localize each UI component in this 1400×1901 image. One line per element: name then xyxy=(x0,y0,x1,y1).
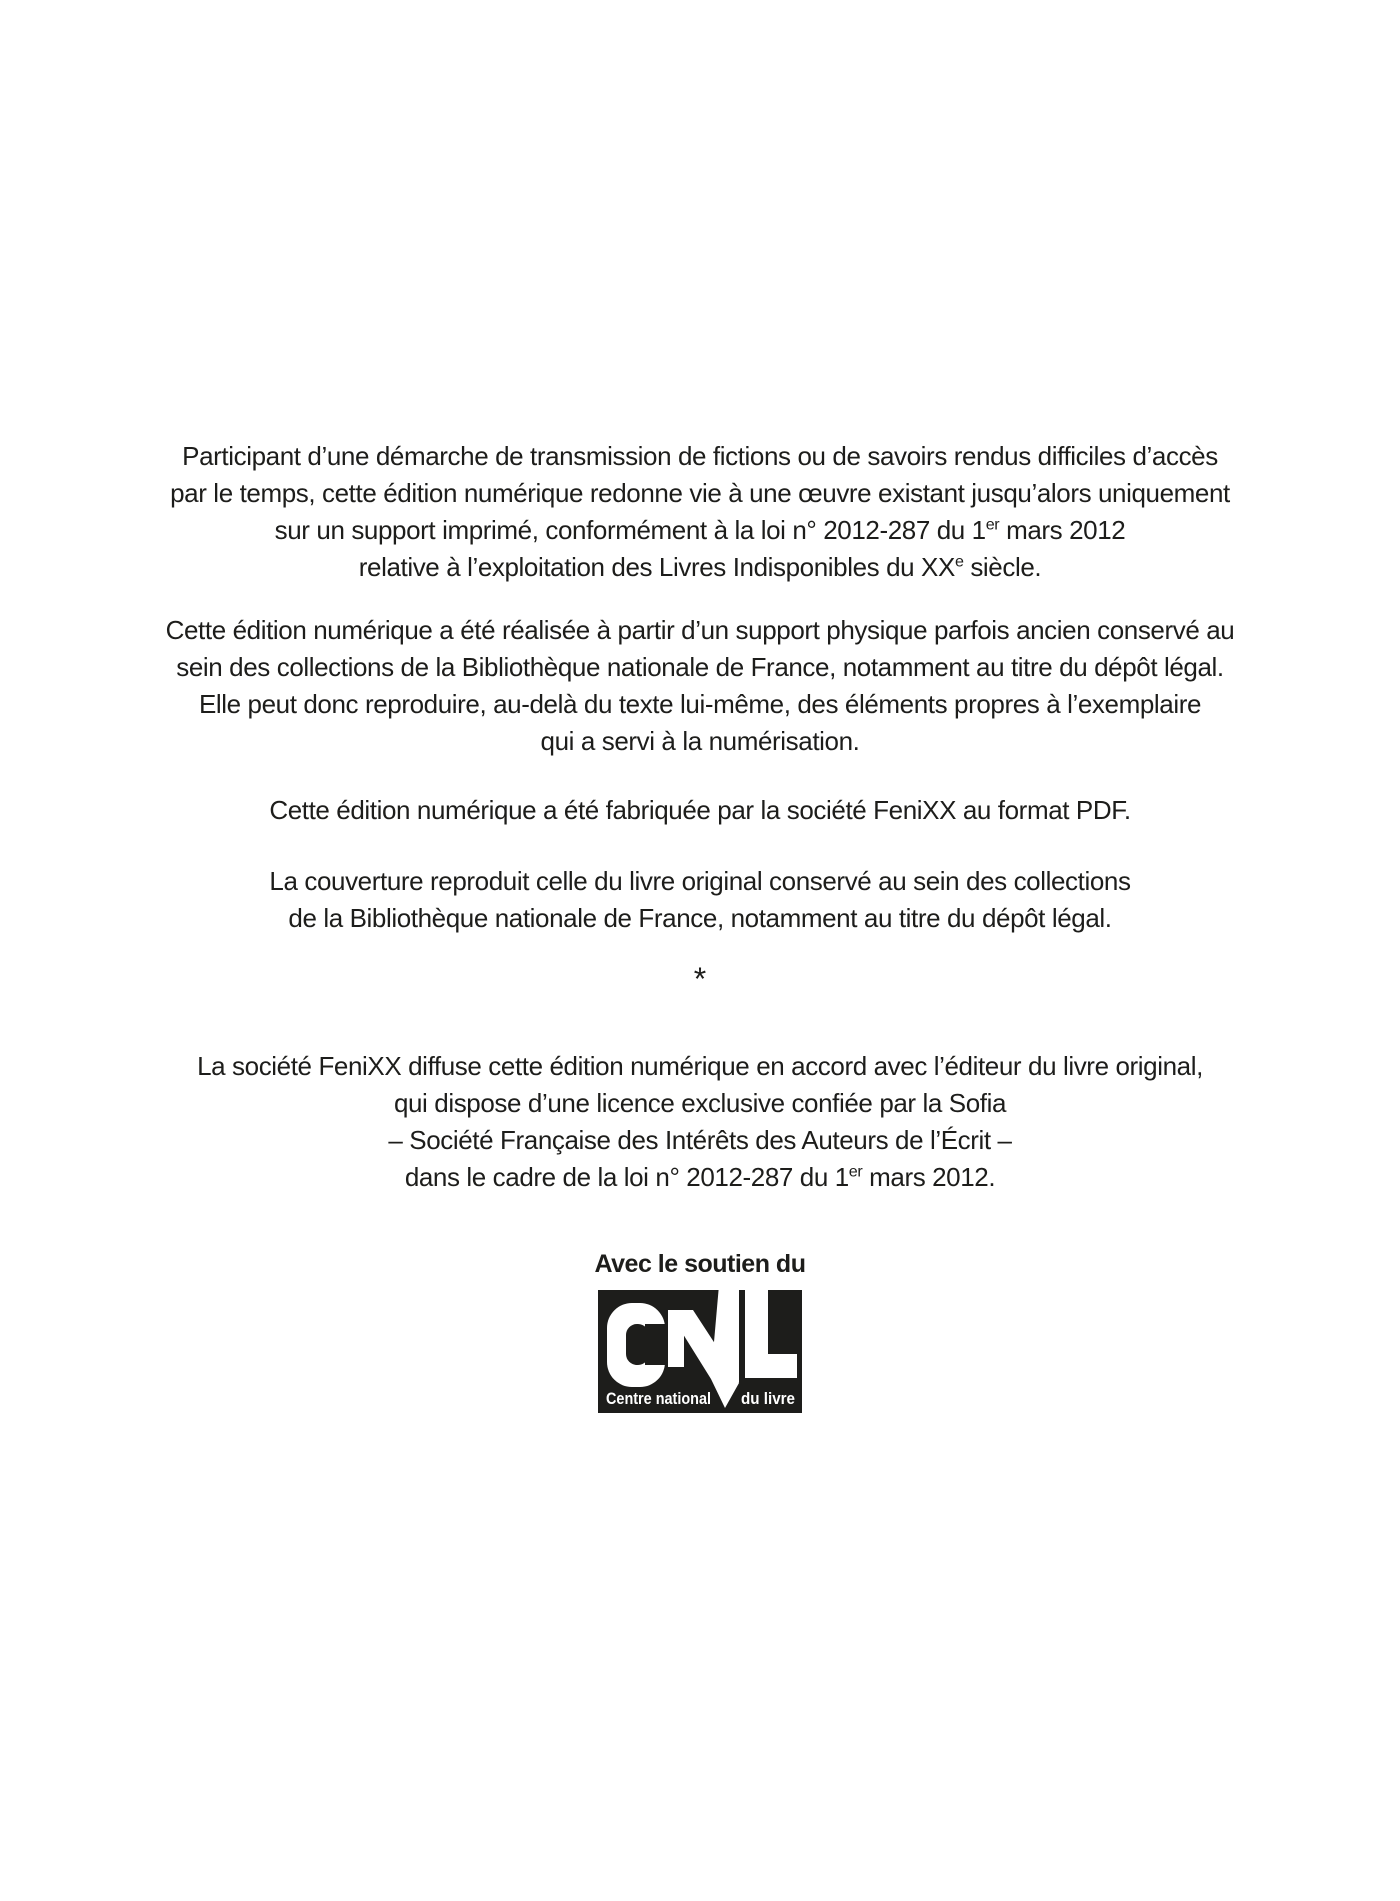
paragraph-p5 xyxy=(0,1048,1400,1196)
text-line: La couverture reproduit celle du livre original conservé au sein des collections xyxy=(269,866,1131,896)
paragraph-p3 xyxy=(0,792,1400,829)
text-line: Elle peut donc reproduire, au-delà du texte lui-même, des éléments propres à l’exemplaire xyxy=(198,689,1202,719)
text-line: qui dispose d’une licence exclusive confiée par la Sofia xyxy=(393,1088,1007,1118)
text-line: qui a servi à la numérisation. xyxy=(540,726,860,756)
text-line: – Société Française des Intérêts des Auteurs de l’Écrit – xyxy=(388,1125,1012,1155)
text-line: La société FeniXX diffuse cette édition numérique en accord avec l’éditeur du livre original, xyxy=(197,1051,1203,1081)
text-line: relative à l’exploitation des Livres Indisponibles du XXe siècle. xyxy=(358,552,1042,582)
text-line: sur un support imprimé, conformément à la loi n° 2012-287 du 1er mars 2012 xyxy=(274,515,1126,545)
text-line: Cette édition numérique a été réalisée à partir d’un support physique parfois ancien conservé au xyxy=(165,615,1235,645)
cnl-logo xyxy=(598,1282,802,1413)
paragraph-p4 xyxy=(0,863,1400,937)
text-line: sein des collections de la Bibliothèque nationale de France, notamment au titre du dépôt légal. xyxy=(176,652,1224,682)
edition-notice-block-2 xyxy=(0,1048,1400,1196)
paragraph-p1 xyxy=(0,438,1400,586)
cnl-caption-left: Centre national xyxy=(606,1389,711,1408)
text-line: de la Bibliothèque nationale de France, notamment au titre du dépôt légal. xyxy=(288,903,1112,933)
paragraph-p2 xyxy=(0,612,1400,760)
cnl-support-caption: Avec le soutien du xyxy=(594,1250,806,1278)
cnl-caption-right: du livre xyxy=(741,1389,795,1408)
edition-notice-block-1 xyxy=(0,438,1400,937)
separator-asterisk: * xyxy=(693,961,707,997)
text-line: Participant d’une démarche de transmission de fictions ou de savoirs rendus difficiles d’accès xyxy=(182,441,1218,471)
text-line: par le temps, cette édition numérique redonne vie à une œuvre existant jusqu’alors uniquement xyxy=(170,478,1230,508)
text-line: Cette édition numérique a été fabriquée par la société FeniXX au format PDF. xyxy=(269,795,1131,825)
text-line: dans le cadre de la loi n° 2012-287 du 1er mars 2012. xyxy=(404,1162,996,1192)
cnl-logo-container xyxy=(0,1282,1400,1413)
cnl-letter-c xyxy=(607,1303,668,1387)
